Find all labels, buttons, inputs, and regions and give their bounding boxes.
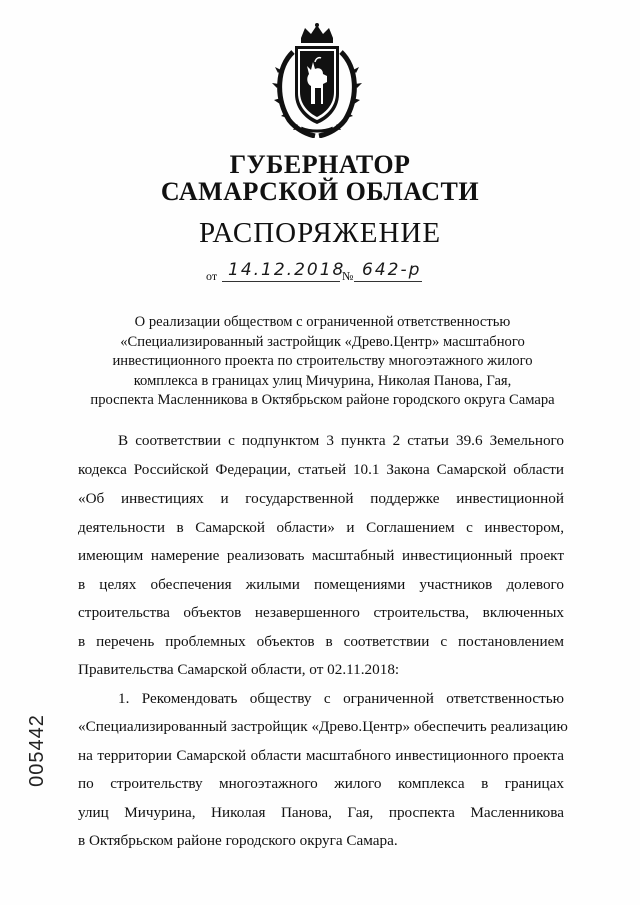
document-type-title: РАСПОРЯЖЕНИЕ: [198, 217, 442, 249]
preamble-line: деятельности в Самарской области» и Соглашением с инвестором,: [78, 519, 564, 536]
header-title-governor: ГУБЕРНАТОР: [229, 150, 411, 179]
document-date: 14.12.2018: [228, 260, 346, 280]
header-title-region: САМАРСКОЙ ОБЛАСТИ: [160, 177, 480, 206]
item-1-line: «Специализированный застройщик «Древо.Центр» обеспечить реализацию: [78, 718, 568, 735]
item-1-line: улиц Мичурина, Николая Панова, Гая, проспекта Масленникова: [78, 804, 564, 821]
preamble-line: имеющим намерение реализовать масштабный инвестиционный проект: [78, 547, 564, 564]
preamble-line: «Об инвестициях и государственной поддержке инвестиционной: [78, 490, 564, 507]
preamble-line: в перечень проблемных объектов в соответствии с постановлением: [78, 633, 564, 650]
preamble-line: Правительства Самарской области, от 02.11.2018:: [78, 661, 400, 678]
item-1-line: в Октябрьском районе городского округа Самара.: [78, 832, 398, 849]
item-1-line: по строительству многоэтажного жилого комплекса в границах: [78, 775, 564, 792]
registration-number: 005442: [25, 714, 48, 787]
date-underline: [222, 281, 340, 282]
preamble-line: в целях обеспечения жилыми помещениями участников долевого: [78, 576, 564, 593]
number-label: №: [342, 269, 354, 283]
document-number: 642-р: [362, 260, 422, 280]
registration-stamp: [24, 715, 50, 785]
subject-line: комплекса в границах улиц Мичурина, Николая Панова, Гая,: [133, 372, 512, 389]
preamble-line: кодекса Российской Федерации, статьей 10.1 Закона Самарской области: [78, 461, 564, 478]
preamble-line: строительства объектов незавершенного строительства, включенных: [78, 604, 564, 621]
date-from-label: от: [206, 269, 218, 283]
preamble-line: В соответствии с подпунктом 3 пункта 2 статьи 39.6 Земельного: [118, 432, 564, 449]
date-number-line: [206, 262, 456, 284]
document-subject: [60, 313, 585, 411]
item-1-line: 1. Рекомендовать обществу с ограниченной ответственностью: [118, 690, 564, 707]
coat-of-arms-icon: [271, 22, 363, 138]
item-1-line: на территории Самарской области масштабного инвестиционного проекта: [78, 747, 564, 764]
number-underline: [354, 281, 422, 282]
subject-line: О реализации обществом с ограниченной ответственностью: [134, 314, 511, 330]
subject-line: инвестиционного проекта по строительству многоэтажного жилого: [112, 353, 533, 370]
subject-line: «Специализированный застройщик «Древо.Центр» масштабного: [120, 333, 525, 350]
subject-line: проспекта Масленникова в Октябрьском районе городского округа Самара: [90, 392, 555, 409]
